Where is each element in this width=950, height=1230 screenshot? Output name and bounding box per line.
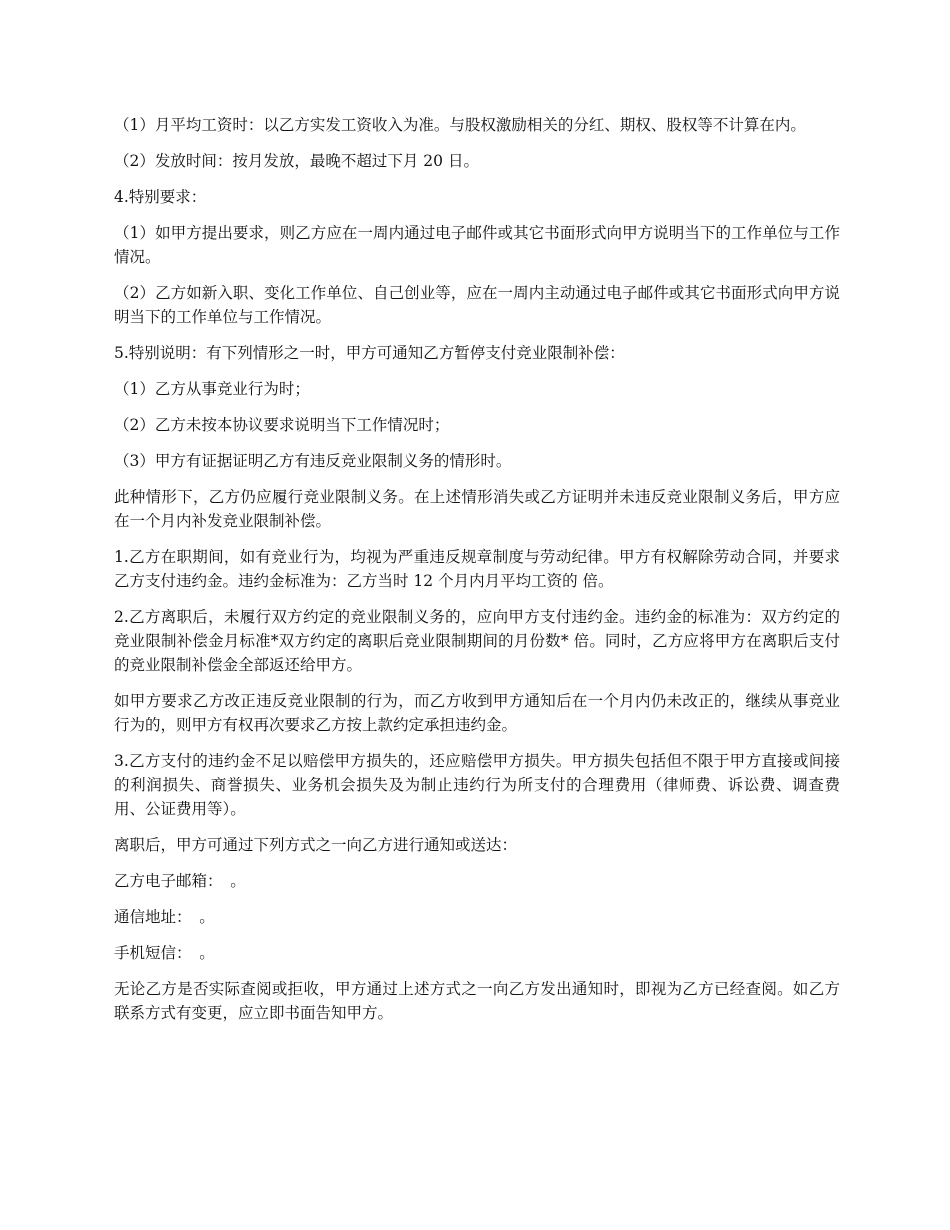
paragraph-breach-after-leaving: 2.乙方离职后，未履行双方约定的竞业限制义务的，应向甲方支付违约金。违约金的标准为：双方约定的竞业限制补偿金月标准*双方约定的离职后竞业限制期间的月份数* 倍。同时，乙方应将甲方在离职后支付的竞业限制补偿金全部返还给甲方。 [114,608,840,674]
paragraph-repeated-breach: 如甲方要求乙方改正违反竞业限制的行为，而乙方收到甲方通知后在一个月内仍未改正的，继续从事竞业行为的，则甲方有权再次要求乙方按上款约定承担违约金。 [114,692,840,734]
paragraph-obligation-continues: 此种情形下，乙方仍应履行竞业限制义务。在上述情形消失或乙方证明并未违反竞业限制义务后，甲方应在一个月内补发竞业限制补偿。 [114,488,840,530]
paragraph-payment-time: （2）发放时间：按月发放，最晚不超过下月 20 日。 [114,152,479,170]
paragraph-note-3: （3）甲方有证据证明乙方有违反竞业限制义务的情形时。 [114,452,512,470]
paragraph-requirement-1: （1）如甲方提出要求，则乙方应在一周内通过电子邮件或其它书面形式向甲方说明当下的工作单位与工作情况。 [114,224,840,266]
paragraph-breach-during-employment: 1.乙方在职期间，如有竞业行为，均视为严重违反规章制度与劳动纪律。甲方有权解除劳动合同，并要求乙方支付违约金。违约金标准为：乙方当时 12 个月内月平均工资的 倍。 [114,548,840,590]
field-email: 乙方电子邮箱： 。 [114,872,246,890]
paragraph-note-1: （1）乙方从事竞业行为时； [114,380,310,398]
paragraph-note-2: （2）乙方未按本协议要求说明当下工作情况时； [114,416,450,434]
paragraph-deemed-read: 无论乙方是否实际查阅或拒收，甲方通过上述方式之一向乙方发出通知时，即视为乙方已经查阅。如乙方联系方式有变更，应立即书面告知甲方。 [114,980,840,1022]
heading-special-requirements: 4.特别要求： [114,188,207,206]
paragraph-damages: 3.乙方支付的违约金不足以赔偿甲方损失的，还应赔偿甲方损失。甲方损失包括但不限于甲方直接或间接的利润损失、商誉损失、业务机会损失及为制止违约行为所支付的合理费用（律师费、诉讼费、调查费用、公证费用等）。 [114,752,840,818]
paragraph-requirement-2: （2）乙方如新入职、变化工作单位、自己创业等，应在一周内主动通过电子邮件或其它书面形式向甲方说明当下的工作单位与工作情况。 [114,284,840,326]
paragraph-notification-methods: 离职后，甲方可通过下列方式之一向乙方进行通知或送达： [114,836,518,854]
field-sms: 手机短信： 。 [114,944,215,962]
field-mailing-address: 通信地址： 。 [114,908,215,926]
document-page [114,113,840,1037]
heading-special-notes: 5.特别说明：有下列情形之一时，甲方可通知乙方暂停支付竞业限制补偿： [114,344,625,362]
paragraph-monthly-average-wage: （1）月平均工资时：以乙方实发工资收入为准。与股权激励相关的分红、期权、股权等不计算在内。 [114,116,806,134]
